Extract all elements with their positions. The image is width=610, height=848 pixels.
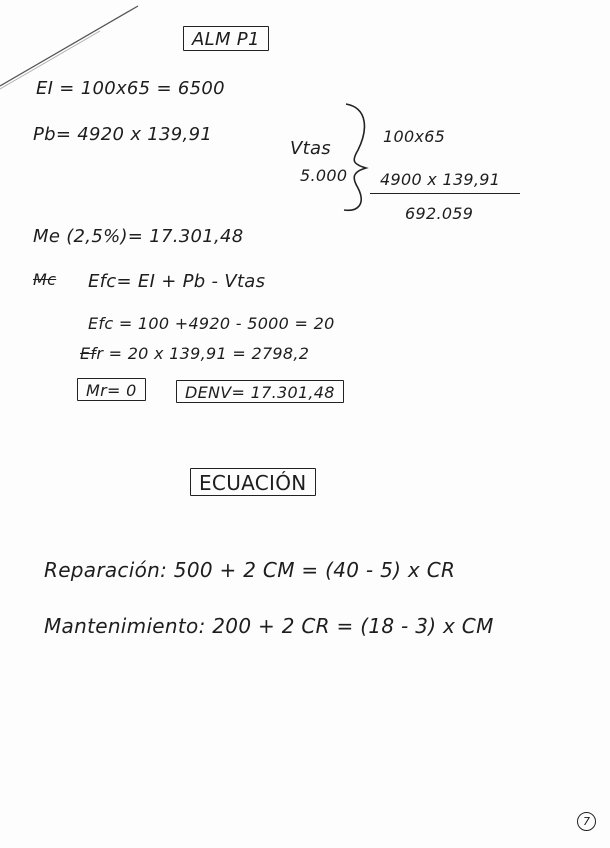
vtas-quantity: 5.000 — [300, 166, 348, 185]
curly-brace — [338, 100, 378, 215]
denv-box: DENV= 17.301,48 — [176, 380, 344, 403]
vtas-mid: 4900 x 139,91 — [380, 170, 501, 189]
vtas-top: 100x65 — [383, 127, 446, 146]
me-line: Me (2,5%)= 17.301,48 — [33, 226, 244, 247]
mr-box: Mr= 0 — [77, 378, 146, 401]
ei-line: EI = 100x65 = 6500 — [36, 78, 225, 99]
mantenimiento-label: Mantenimiento — [44, 614, 199, 638]
efcr-prefix: Ef — [80, 344, 97, 363]
efcr-line — [80, 344, 309, 363]
vtas-label: Vtas — [290, 138, 331, 159]
mantenimiento-line — [44, 614, 494, 638]
efc-formula: Efc= EI + Pb - Vtas — [88, 271, 266, 292]
pb-line: Pb= 4920 x 139,91 — [33, 124, 213, 145]
reparacion-expression: : 500 + 2 CM = (40 - 5) x CR — [160, 558, 456, 582]
page-number: 7 — [577, 812, 596, 831]
reparacion-label: Reparación — [44, 558, 161, 582]
reparacion-line — [44, 558, 455, 582]
sum-line — [370, 193, 520, 194]
efc-calc: Efc = 100 +4920 - 5000 = 20 — [88, 314, 335, 333]
mantenimiento-expression: : 200 + 2 CR = (18 - 3) x CM — [198, 614, 494, 638]
vtas-total: 692.059 — [405, 204, 474, 223]
crossed-out-text: Mc — [33, 270, 57, 289]
efcr-calc: r = 20 x 139,91 = 2798,2 — [96, 344, 310, 363]
equation-heading: ECUACIÓN — [190, 468, 316, 496]
page-title: ALM P1 — [183, 26, 269, 51]
